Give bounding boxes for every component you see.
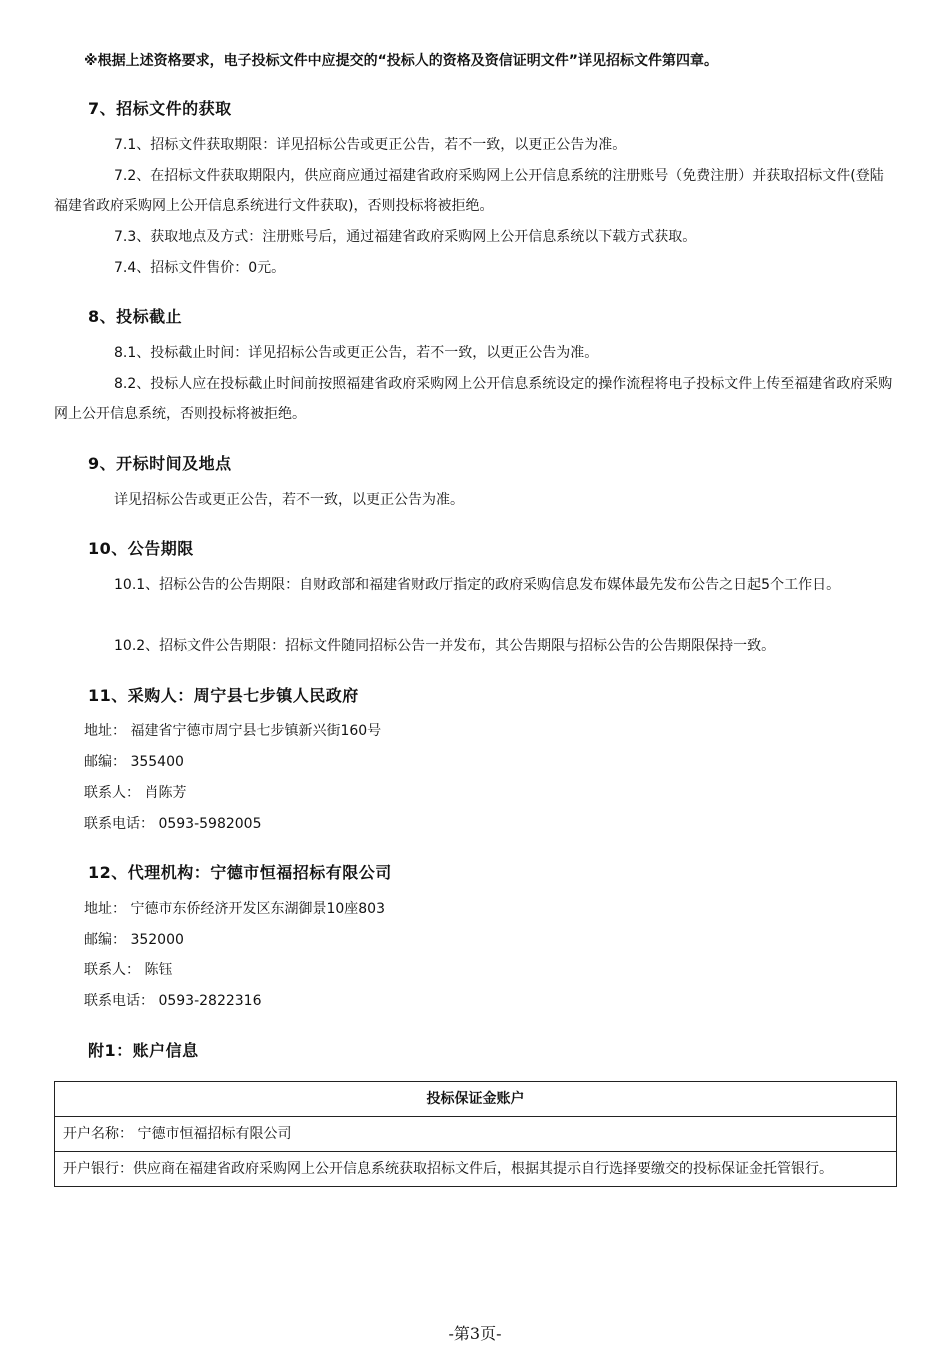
- section-7-1: 7.1、招标文件获取期限：详见招标公告或更正公告，若不一致，以更正公告为准。: [114, 137, 627, 153]
- section-10-2: 10.2、招标文件公告期限：招标文件随同招标公告一并发布，其公告期限与招标公告的公告期限保持一致。: [114, 638, 776, 654]
- page-number: -第3页-: [448, 1324, 502, 1343]
- account-name-cell: 开户名称： 宁德市恒福招标有限公司: [55, 1117, 897, 1152]
- section-8-1: 8.1、投标截止时间：详见招标公告或更正公告，若不一致，以更正公告为准。: [114, 345, 599, 361]
- section-10-1: 10.1、招标公告的公告期限：自财政部和福建省财政厅指定的政府采购信息发布媒体最先发布公告之日起5个工作日。: [114, 577, 841, 593]
- agency-phone: 联系电话： 0593-2822316: [84, 993, 262, 1009]
- purchaser-address: 地址： 福建省宁德市周宁县七步镇新兴街160号: [84, 723, 382, 739]
- section-7-3: 7.3、获取地点及方式：注册账号后，通过福建省政府采购网上公开信息系统以下载方式获取。: [114, 229, 697, 245]
- table-row: [55, 1082, 897, 1117]
- section-10-heading: 10、公告期限: [88, 539, 194, 558]
- agency-address: 地址： 宁德市东侨经济开发区东湖御景10座803: [84, 901, 385, 917]
- section-7-4: 7.4、招标文件售价：0元。: [114, 260, 286, 276]
- purchaser-contact: 联系人： 肖陈芳: [84, 785, 187, 801]
- qualification-note: ※根据上述资格要求，电子投标文件中应提交的“投标人的资格及资信证明文件”详见招标文件第四章。: [84, 53, 719, 69]
- section-9-text: 详见招标公告或更正公告，若不一致，以更正公告为准。: [114, 492, 464, 508]
- section-7-2: 7.2、在招标文件获取期限内，供应商应通过福建省政府采购网上公开信息系统的注册账号（免费注册）并获取招标文件(登陆福建省政府采购网上公开信息系统进行文件获取)，否则投标将被拒绝。: [54, 168, 884, 214]
- agency-postcode: 邮编： 352000: [84, 932, 184, 948]
- table-row: [55, 1152, 897, 1187]
- purchaser-postcode: 邮编： 355400: [84, 754, 184, 770]
- section-9-heading: 9、开标时间及地点: [88, 454, 232, 473]
- section-12-heading: 12、代理机构：宁德市恒福招标有限公司: [88, 863, 392, 882]
- section-11-heading: 11、采购人：周宁县七步镇人民政府: [88, 686, 359, 705]
- section-8-heading: 8、投标截止: [88, 307, 183, 326]
- section-8-2: 8.2、投标人应在投标截止时间前按照福建省政府采购网上公开信息系统设定的操作流程将电子投标文件上传至福建省政府采购网上公开信息系统，否则投标将被拒绝。: [54, 376, 893, 422]
- appendix-heading: 附1：账户信息: [88, 1041, 199, 1060]
- agency-contact: 联系人： 陈钰: [84, 962, 173, 978]
- account-bank-cell: 开户银行：供应商在福建省政府采购网上公开信息系统获取招标文件后，根据其提示自行选择要缴交的投标保证金托管银行。: [55, 1152, 897, 1187]
- account-info-table: [54, 1081, 897, 1187]
- purchaser-phone: 联系电话： 0593-5982005: [84, 816, 262, 832]
- account-table-title: 投标保证金账户: [55, 1082, 897, 1117]
- table-row: [55, 1117, 897, 1152]
- section-7-heading: 7、招标文件的获取: [88, 99, 232, 118]
